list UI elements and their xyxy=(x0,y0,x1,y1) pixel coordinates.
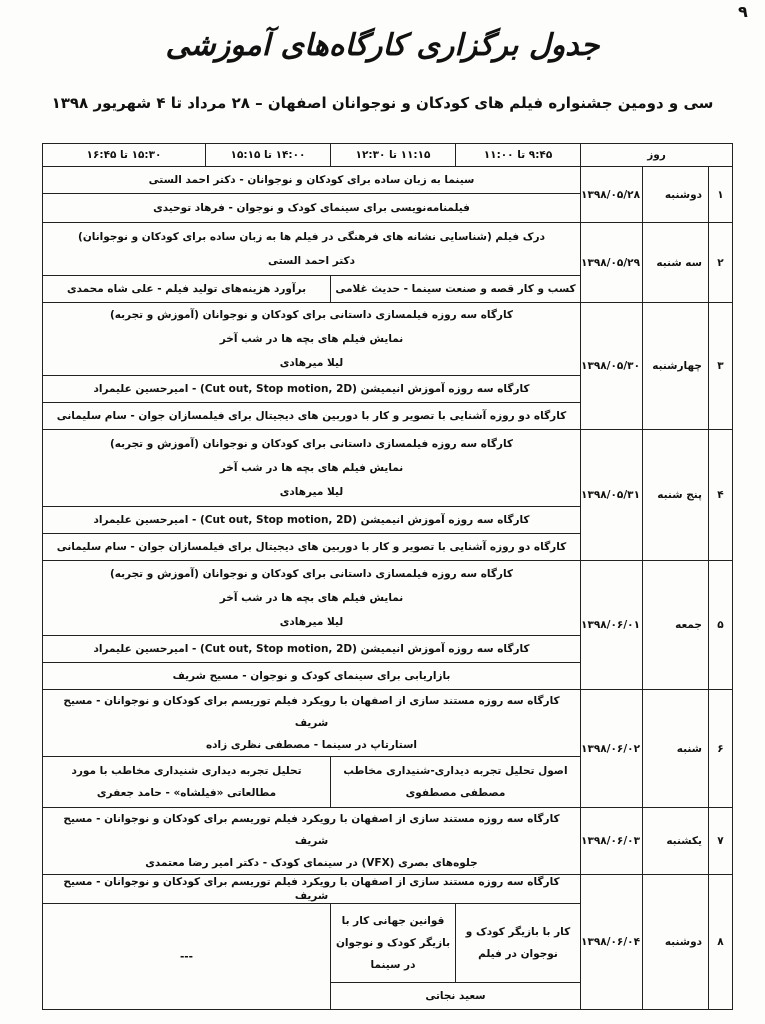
table-row xyxy=(43,561,733,636)
row-number: ۶ xyxy=(709,690,733,808)
table-row xyxy=(43,223,733,276)
row-date: ۱۳۹۸/۰۶/۰۳ xyxy=(581,808,643,875)
row-number: ۲ xyxy=(709,223,733,303)
row-day: پنج شنبه xyxy=(643,430,709,561)
event-line: مطالعاتی «فیلشاه» - حامد جعفری xyxy=(96,787,277,799)
event-line: کارگاه سه روزه فیلمسازی داستانی برای کودکان و نوجوانان (آموزش و تجربه) xyxy=(109,568,514,580)
row-date: ۱۳۹۸/۰۵/۲۹ xyxy=(581,223,643,303)
row-day: سه شنبه xyxy=(643,223,709,303)
event-cell xyxy=(43,808,581,875)
event-cell: کارگاه سه روزه آموزش انیمیشن (Cut out, Stop motion, 2D) - امیرحسین علیمراد xyxy=(43,376,581,403)
event-line: تحلیل تجربه دیداری شنیداری مخاطب با مورد xyxy=(71,765,302,777)
event-line: درک فیلم (شناسایی نشانه های فرهنگی در فیلم ها به زبان ساده برای کودکان و نوجوانان) xyxy=(78,231,545,243)
event-line: لیلا میرهادی xyxy=(279,616,344,628)
row-date: ۱۳۹۸/۰۶/۰۴ xyxy=(581,875,643,1010)
event-cell: کارگاه دو روزه آشنایی با تصویر و کار با دوربین های دیجیتال برای فیلمسازان جوان - سام سلیمانی xyxy=(43,534,581,561)
event-line: اصول تحلیل تجربه دیداری-شنیداری مخاطب xyxy=(343,765,568,777)
event-cell xyxy=(43,303,581,376)
row-day: جمعه xyxy=(643,561,709,690)
row-date: ۱۳۹۸/۰۵/۳۰ xyxy=(581,303,643,430)
row-day: دوشنبه xyxy=(643,167,709,223)
event-cell xyxy=(43,690,581,757)
row-day: یکشنبه xyxy=(643,808,709,875)
row-date: ۱۳۹۸/۰۵/۳۱ xyxy=(581,430,643,561)
event-cell-empty: --- xyxy=(43,904,331,1010)
event-cell xyxy=(43,223,581,276)
row-number: ۳ xyxy=(709,303,733,430)
row-number: ۵ xyxy=(709,561,733,690)
event-line: کارگاه سه روزه مستند سازی از اصفهان با رویکرد فیلم توریسم برای کودکان و نوجوانان - مسیح شریف xyxy=(63,695,560,729)
event-cell: سعید نجاتی xyxy=(331,983,581,1010)
event-line: کارگاه سه روزه مستند سازی از اصفهان با رویکرد فیلم توریسم برای کودکان و نوجوانان - مسیح شریف xyxy=(63,813,560,847)
event-cell: کارگاه دو روزه آشنایی با تصویر و کار با دوربین های دیجیتال برای فیلمسازان جوان - سام سلیمانی xyxy=(43,403,581,430)
header-slot-2: ۱۱:۱۵ تا ۱۲:۳۰ xyxy=(331,144,456,167)
event-cell: کارگاه سه روزه آموزش انیمیشن (Cut out, Stop motion, 2D) - امیرحسین علیمراد xyxy=(43,507,581,534)
row-number: ۸ xyxy=(709,875,733,1010)
event-cell xyxy=(331,757,581,808)
event-cell: کارگاه سه روزه آموزش انیمیشن (Cut out, Stop motion, 2D) - امیرحسین علیمراد xyxy=(43,636,581,663)
header-slot-3: ۱۴:۰۰ تا ۱۵:۱۵ xyxy=(206,144,331,167)
event-line: نمایش فیلم های بچه ها در شب آخر xyxy=(219,333,404,345)
table-row xyxy=(43,875,733,904)
event-cell: کارگاه سه روزه مستند سازی از اصفهان با رویکرد فیلم توریسم برای کودکان و نوجوانان - مسیح شریف xyxy=(43,875,581,904)
row-number: ۷ xyxy=(709,808,733,875)
event-line: جلوه‌های بصری (VFX) در سینمای کودک - دکتر امیر رضا معتمدی xyxy=(145,857,478,869)
event-cell: سینما به زبان ساده برای کودکان و نوجوانان - دکتر احمد الستی xyxy=(43,167,581,194)
table-row xyxy=(43,690,733,757)
event-cell: بازاریابی برای سینمای کودک و نوجوان - مسیح شریف xyxy=(43,663,581,690)
event-line: نمایش فیلم های بچه ها در شب آخر xyxy=(219,462,404,474)
row-day: دوشنبه xyxy=(643,875,709,1010)
row-number: ۱ xyxy=(709,167,733,223)
event-cell: کسب و کار قصه و صنعت سینما - حدیث غلامی xyxy=(331,276,581,303)
event-cell xyxy=(43,561,581,636)
table-row xyxy=(43,808,733,875)
document-subtitle: سی و دومین جشنواره فیلم های کودکان و نوجوانان اصفهان – ۲۸ مرداد تا ۴ شهریور ۱۳۹۸ xyxy=(51,94,714,112)
table-header-row xyxy=(43,144,733,167)
header-slot-1: ۹:۴۵ تا ۱۱:۰۰ xyxy=(456,144,581,167)
table-row xyxy=(43,167,733,194)
row-number: ۴ xyxy=(709,430,733,561)
row-date: ۱۳۹۸/۰۶/۰۲ xyxy=(581,690,643,808)
event-line: نمایش فیلم های بچه ها در شب آخر xyxy=(219,592,404,604)
event-line: لیلا میرهادی xyxy=(279,357,344,369)
row-date: ۱۳۹۸/۰۶/۰۱ xyxy=(581,561,643,690)
table-row xyxy=(43,430,733,507)
event-line: استارتاپ در سینما - مصطفی نظری زاده xyxy=(205,739,418,751)
row-day: شنبه xyxy=(643,690,709,808)
event-line: لیلا میرهادی xyxy=(279,486,344,498)
schedule-table xyxy=(42,143,733,1010)
row-day: چهارشنبه xyxy=(643,303,709,430)
event-line: دکتر احمد الستی xyxy=(267,255,356,267)
document-title: جدول برگزاری کارگاه‌های آموزشی xyxy=(165,28,600,63)
event-cell: فیلمنامه‌نویسی برای سینمای کودک و نوجوان - فرهاد توحیدی xyxy=(43,194,581,223)
table-row xyxy=(43,303,733,376)
event-line: مصطفی مصطفوی xyxy=(405,787,506,799)
event-cell: قوانین جهانی کار با بازیگر کودک و نوجوان در سینما xyxy=(331,904,456,983)
event-line: کارگاه سه روزه فیلمسازی داستانی برای کودکان و نوجوانان (آموزش و تجربه) xyxy=(109,438,514,450)
event-line: کارگاه سه روزه فیلمسازی داستانی برای کودکان و نوجوانان (آموزش و تجربه) xyxy=(109,309,514,321)
event-cell: کار با بازیگر کودک و نوجوان در فیلم xyxy=(456,904,581,983)
page-number-mark: ۹ xyxy=(738,2,748,21)
header-slot-4: ۱۵:۳۰ تا ۱۶:۴۵ xyxy=(43,144,206,167)
event-cell xyxy=(43,757,331,808)
header-day: روز xyxy=(581,144,733,167)
event-cell xyxy=(43,430,581,507)
event-cell: برآورد هزینه‌های تولید فیلم - علی شاه محمدی xyxy=(43,276,331,303)
row-date: ۱۳۹۸/۰۵/۲۸ xyxy=(581,167,643,223)
